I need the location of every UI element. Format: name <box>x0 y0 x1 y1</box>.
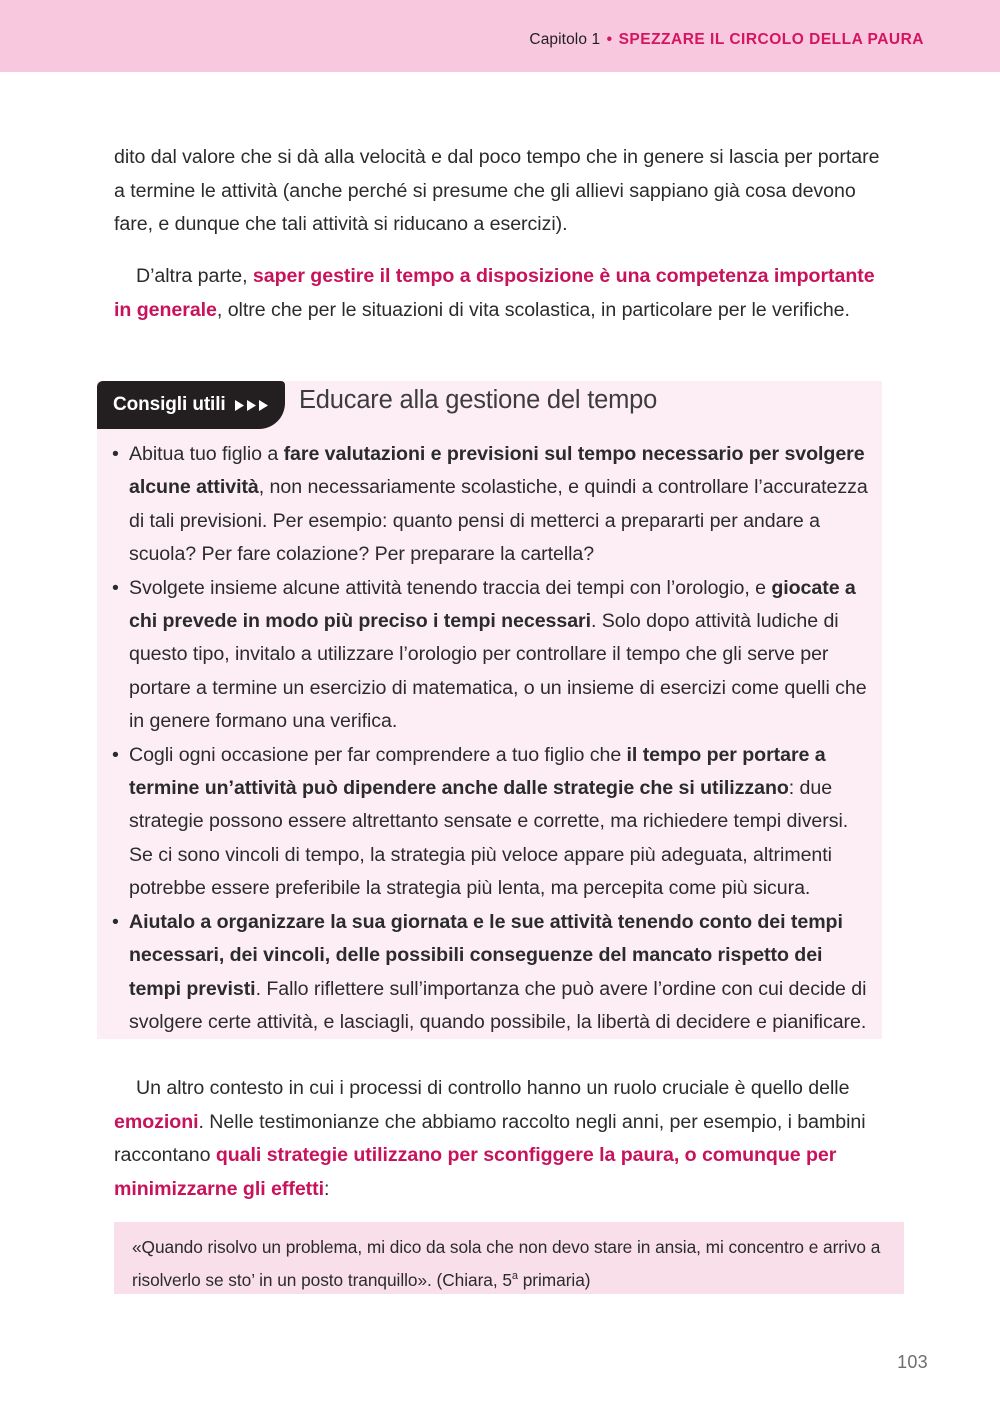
list-item <box>111 739 868 906</box>
segment-bold: il tempo per portare a termine un’attività può dipendere anche dalle strategie che si utilizzano <box>129 743 826 800</box>
segment-plain: Abitua tuo figlio a <box>129 443 284 465</box>
bullet-glyph: • <box>112 910 119 933</box>
segment-plain: , non necessariamente scolastiche, e quindi a controllare l’accuratezza di tali previsioni. Per esempio: quanto pensi di metterci a prepararti per andare a scuola? Per fare colazione? Per preparare la cartella? <box>129 476 868 566</box>
tip-box-consigli-utili <box>97 381 882 1039</box>
segment-plain: : due strategie possono essere altrettanto sensate e corrette, ma richiedere tempi diversi. Se ci sono vincoli di tempo, la strategia più veloce appare più adeguata, altrimenti potrebbe essere preferibile la strategia più lenta, ma percepita come più sicura. <box>129 777 849 900</box>
header-chapter-title: SPEZZARE IL CIRCOLO DELLA PAURA <box>618 31 924 48</box>
header-chapter-label: Capitolo 1 <box>529 31 601 48</box>
bullet-glyph: • <box>112 576 119 599</box>
segment-plain: . Solo dopo attività ludiche di questo tipo, invitalo a utilizzare l’orologio per controllare il tempo che gli serve per portare a termine un esercizio di matematica, o un insieme di esercizi come quelli che in genere formano una verifica. <box>129 610 867 733</box>
quote-segment-tail: primaria) <box>518 1269 591 1290</box>
triple-right-arrow-icon <box>234 399 269 412</box>
page-number: 103 <box>897 1352 928 1372</box>
tip-box-title: Educare alla gestione del tempo <box>299 386 658 414</box>
segment-bold: Aiutalo a organizzare la sua giornata e le sue attività tenendo conto dei tempi necessari, dei vincoli, delle possibili conseguenze del mancato rispetto dei tempi previsti <box>129 910 843 1000</box>
segment-plain: Cogli ogni occasione per far comprendere a tuo figlio che <box>129 743 627 766</box>
header-separator-dot: • <box>606 31 613 48</box>
segment-bold: giocate a chi prevede in modo più preciso i tempi necessari <box>129 576 856 633</box>
list-item-text <box>129 911 866 1033</box>
list-item-text <box>129 443 868 565</box>
bullet-glyph: • <box>112 743 119 766</box>
highlight-word-emozioni: emozioni <box>114 1110 199 1133</box>
paragraph-text-mid: . Nelle testimonianze che abbiamo raccolto negli anni, per esempio, i bambini raccontano <box>114 1110 866 1167</box>
tip-box-tab <box>97 381 285 429</box>
paragraph-continuation <box>114 141 886 242</box>
running-header <box>529 31 924 49</box>
paragraph-text-lead: D’altra parte, <box>136 265 253 287</box>
tip-box-tab-label: Consigli utili <box>113 394 226 415</box>
list-item <box>111 572 868 739</box>
paragraph-time-management <box>114 260 886 327</box>
highlight-phrase-strategie: quali strategie utilizzano per sconfiggere la paura, o comunque per minimizzarne gli effetti <box>114 1144 837 1200</box>
tip-box-bullet-list <box>111 438 868 1039</box>
quote-ordinal-suffix: a <box>511 1270 518 1282</box>
segment-bold: fare valutazioni e previsioni sul tempo necessario per svolgere alcune attività <box>129 443 865 499</box>
bullet-glyph: • <box>112 443 119 465</box>
list-item-text <box>129 577 867 733</box>
testimonial-quote-box <box>114 1222 904 1294</box>
list-item <box>111 906 868 1040</box>
paragraph-text-tail: , oltre che per le situazioni di vita scolastica, in particolare per le verifiche. <box>216 298 850 321</box>
segment-plain: . Fallo riflettere sull’importanza che può avere l’ordine con cui decide di svolgere certe attività, e lasciagli, quando possibile, la libertà di decidere e pianificare. <box>129 977 867 1033</box>
paragraph-emozioni <box>114 1072 886 1206</box>
list-item-text <box>129 744 848 900</box>
paragraph-text-lead: Un altro contesto in cui i processi di controllo hanno un ruolo cruciale è quello delle <box>136 1077 850 1099</box>
testimonial-quote-text <box>132 1233 886 1295</box>
list-item <box>111 438 868 572</box>
paragraph-text: dito dal valore che si dà alla velocità e dal poco tempo che in genere si lascia per portare a termine le attività (anche perché si presume che gli allievi sappiano già cosa devono fare, e dunque che tali attività si riducano a esercizi). <box>114 146 880 236</box>
quote-segment-main: «Quando risolvo un problema, mi dico da sola che non devo stare in ansia, mi concentro e arrivo a risolverlo se sto’ in un posto tranquillo». (Chiara, 5 <box>132 1237 881 1290</box>
segment-plain: Svolgete insieme alcune attività tenendo traccia dei tempi con l’orologio, e <box>129 576 772 599</box>
highlight-phrase-competenza: saper gestire il tempo a disposizione è una competenza importante in generale <box>114 265 875 321</box>
paragraph-text-tail: : <box>324 1177 330 1200</box>
